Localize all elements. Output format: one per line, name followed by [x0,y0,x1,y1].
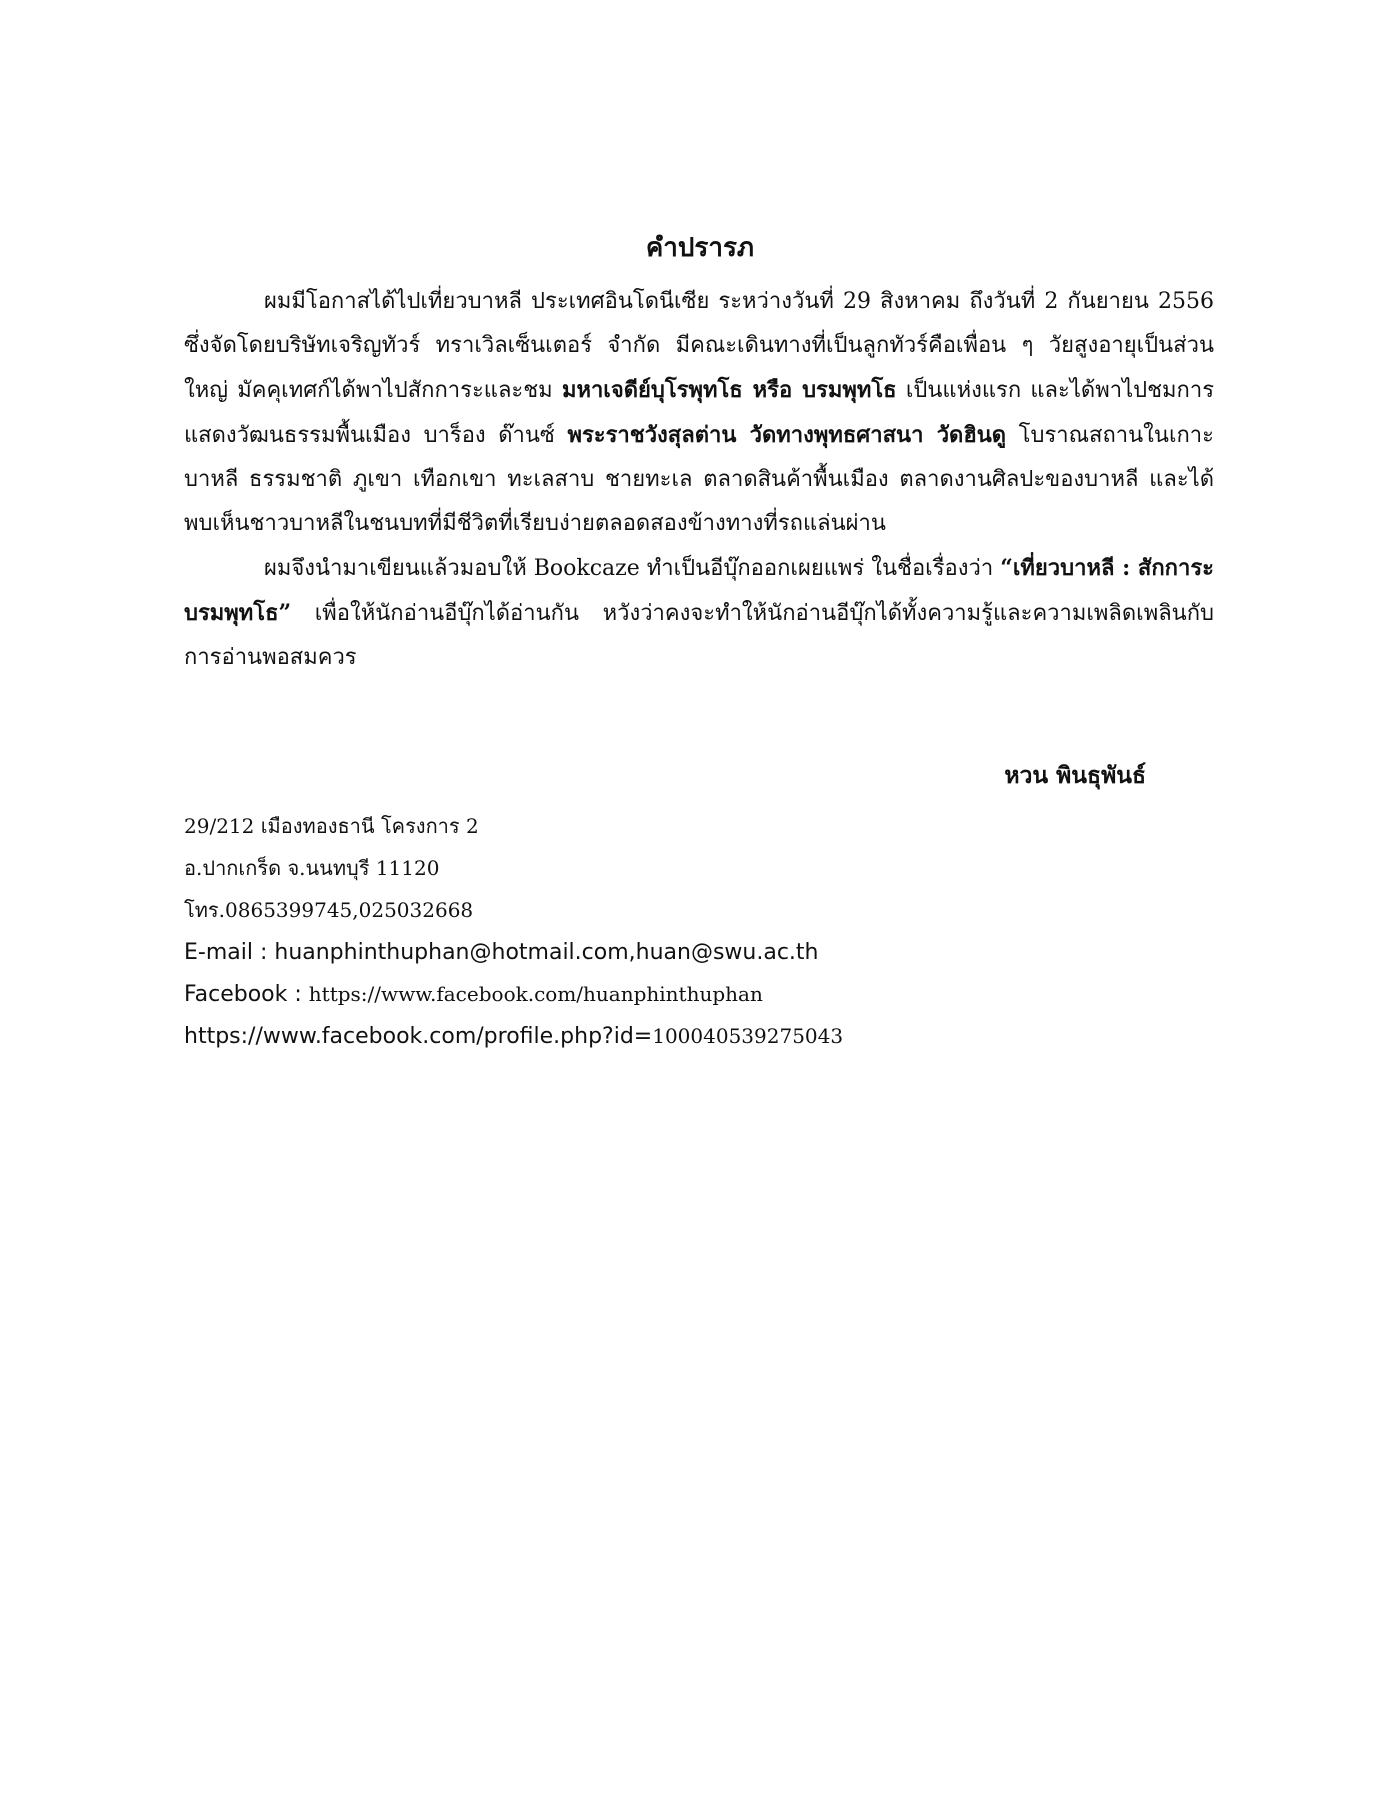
paragraph-1-bold-b: พระราชวังสุลต่าน วัดทางพุทธศาสนา วัดฮินดู [567,422,1007,448]
paragraph-1 [184,280,1214,546]
address-line-1: 29/212 เมืองทองธานี โครงการ 2 [184,814,479,838]
paragraph-2-text-b: เพื่อให้นักอ่านอีบุ๊กได้อ่านกัน หวังว่าคงจะทำให้นักอ่านอีบุ๊กได้ทั้งความรู้และความเพลิดเพลินกับการอ่านพอสมควร [184,601,1214,670]
author-signature: หวน พินธุพันธ์ [1004,762,1146,789]
preface-body [184,280,1214,680]
paragraph-2 [184,546,1214,680]
email-line [184,931,1184,973]
facebook-label: Facebook : [184,982,309,1007]
paragraph-1-text-a: ผมมีโอกาสได้ไปเที่ยวบาหลี ประเทศอินโดนีเซีย ระหว่างวันที่ 29 สิงหาคม ถึงวันที่ 2 กันยายน 2556 ซึ่งจัดโดยบริษัทเจริญทัวร์ ทราเวิลเซ็นเตอร์ จำกัด มีคณะเดินทางที่เป็นลูกทัวร์คือเพื่อน ๆ วัยสูงอายุเป็นส่วนใหญ่ มัคคุเทศก์ได้พาไปสักการะและชม [184,289,1214,403]
paragraph-2-text-a: ผมจึงนำมาเขียนแล้วมอบให้ Bookcaze ทำเป็นอีบุ๊กออกเผยแพร่ ในชื่อเรื่องว่า [264,556,1001,581]
profile-line [184,1015,1184,1057]
page-title: คำปรารภ [645,233,755,263]
paragraph-1-text-b: เป็นแห่งแรก และได้พาไปชมการแสดงวัฒนธรรมพื้นเมือง บาร็อง ด๊านซ์ [184,378,1215,448]
paragraph-1-bold-a: มหาเจดีย์บุโรพุทโธ หรือ บรมพุทโธ [561,377,897,403]
contact-block [184,805,1184,1057]
email-link[interactable]: huanphinthuphan@hotmail.com,huan@swu.ac.th [274,940,819,965]
paragraph-1-text-c: โบราณสถานในเกาะบาหลี ธรรมชาติ ภูเขา เทือกเขา ทะเลสาบ ชายทะเล ตลาดสินค้าพื้นเมือง ตลาดงานศิลปะของบาหลี และได้พบเห็นชาวบาหลีในชนบทที่มีชีวิตที่เรียบง่ายตลอดสองข้างทางที่รถแล่นผ่าน [184,423,1214,536]
facebook-line [184,973,1184,1015]
phone-line: โทร.0865399745,025032668 [184,898,474,922]
facebook-link[interactable]: https://www.facebook.com/huanphinthuphan [308,982,763,1006]
address-line-2: อ.ปากเกร็ด จ.นนทบุรี 11120 [184,856,440,880]
paragraph-2-bold-a: “เที่ยวบาหลี : สักการะบรมพุทโธ” [184,555,1214,626]
email-label: E-mail : [184,940,275,965]
profile-link-prefix[interactable]: https://www.facebook.com/profile.php?id= [184,1024,653,1049]
profile-link-id[interactable]: 100040539275043 [652,1024,844,1048]
